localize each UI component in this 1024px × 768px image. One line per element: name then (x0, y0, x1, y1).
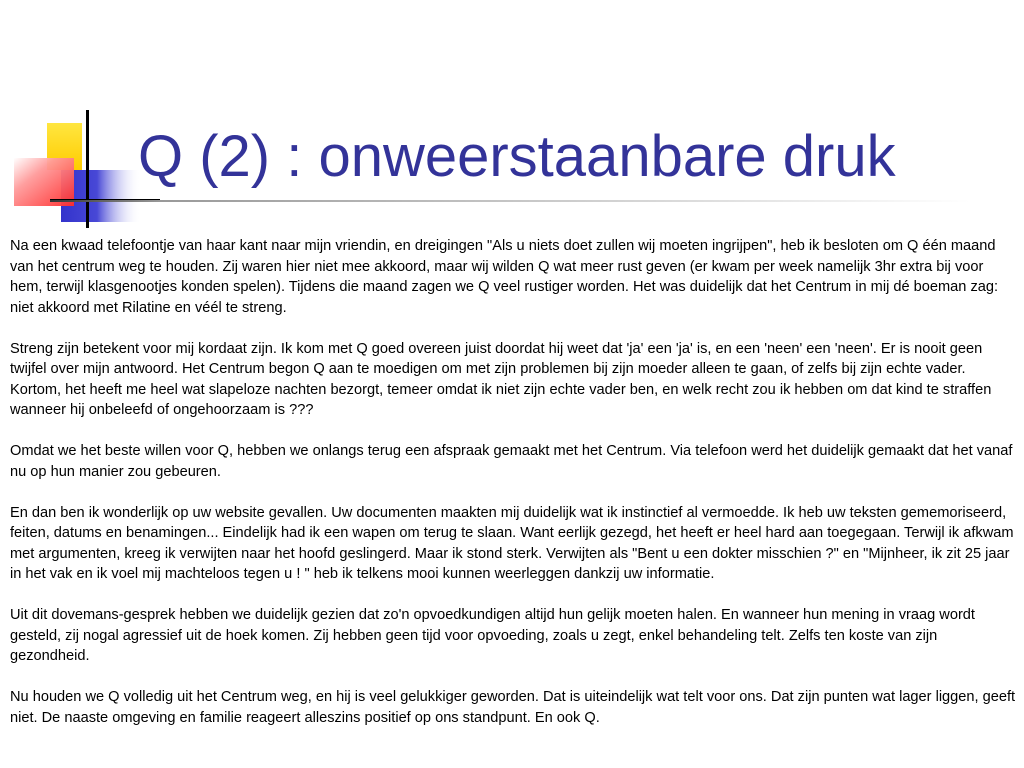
body-paragraph: Omdat we het beste willen voor Q, hebben we onlangs terug een afspraak gemaakt met het Centrum. Via telefoon werd het duidelijk gemaakt dat het vanaf nu op hun manier zou gebeuren. (10, 443, 1013, 480)
body-paragraph: En dan ben ik wonderlijk op uw website gevallen. Uw documenten maakten mij duidelijk wat ik instinctief al vermoedde. Ik heb uw teksten gememoriseerd, feiten, datums en benamingen... Eindelijk had ik een wapen om terug te slaan. Want eerlijk gezegd, het heeft er heel hard aan toegegaan. Terwijl ik afkwam met argumenten, kreeg ik verwijten naar het hoofd geslingerd. Maar ik stond sterk. Verwijten als "Bent u een dokter misschien ?" en "Mijnheer, ik zit 25 jaar in het vak en ik voel mij machteloos tegen u ! " heb ik telkens mooi kunnen weerleggen dankzij uw informatie. (10, 504, 1014, 582)
slide-logo-graphic (0, 0, 160, 240)
logo-vertical-line (86, 110, 89, 228)
slide-title: Q (2) : onweerstaanbare druk (138, 124, 896, 189)
red-square (14, 158, 74, 206)
body-paragraph: Na een kwaad telefoontje van haar kant naar mijn vriendin, en dreigingen "Als u niets doet zullen wij moeten ingrijpen", heb ik besloten om Q één maand van het centrum weg te houden. Zij waren hier niet mee akkoord, maar wij wilden Q wat meer rust geven (er kwam per week namelijk 3hr extra bij voor hem, terwijl klasgenootjes konden spelen). Tijdens die maand zagen we Q veel rustiger worden. Het was duidelijk dat het Centrum in mij dé boeman zag: niet akkoord met Rilatine en véél te streng. (10, 238, 999, 316)
body-paragraph: Streng zijn betekent voor mij kordaat zijn. Ik kom met Q goed overeen juist doordat hij weet dat 'ja' een 'ja' is, en een 'neen' een 'neen'. Er is nooit geen twijfel over mijn antwoord. Het Centrum begon Q aan te moedigen om met zijn problemen bij zijn moeder alleen te gaan, of zelfs bij zijn echte vader. Kortom, het heeft me heel wat slapeloze nachten bezorgt, temeer omdat ik niet zijn echte vader ben, en welk recht zou ik hebben om dat kind te straffen wanneer hij onbeleefd of ongehoorzaam is ??? (10, 340, 992, 418)
body-paragraph: Nu houden we Q volledig uit het Centrum weg, en hij is veel gelukkiger geworden. Dat is uiteindelijk wat telt voor ons. Dat zijn punten wat lager liggen, geeft niet. De naaste omgeving en familie reageert alleszins positief op ons standpunt. En ook Q. (10, 689, 1016, 726)
title-underline (50, 200, 970, 202)
body-paragraph: Uit dit dovemans-gesprek hebben we duidelijk gezien dat zo'n opvoedkundigen altijd hun gelijk moeten halen. En wanneer hun mening in vraag wordt gesteld, zij nogal agressief uit de hoek komen. Zij hebben geen tijd voor opvoeding, zoals u zegt, enkel behandeling telt. Zelfs ten koste van zijn gezondheid. (10, 607, 975, 664)
slide-body (10, 236, 1018, 728)
